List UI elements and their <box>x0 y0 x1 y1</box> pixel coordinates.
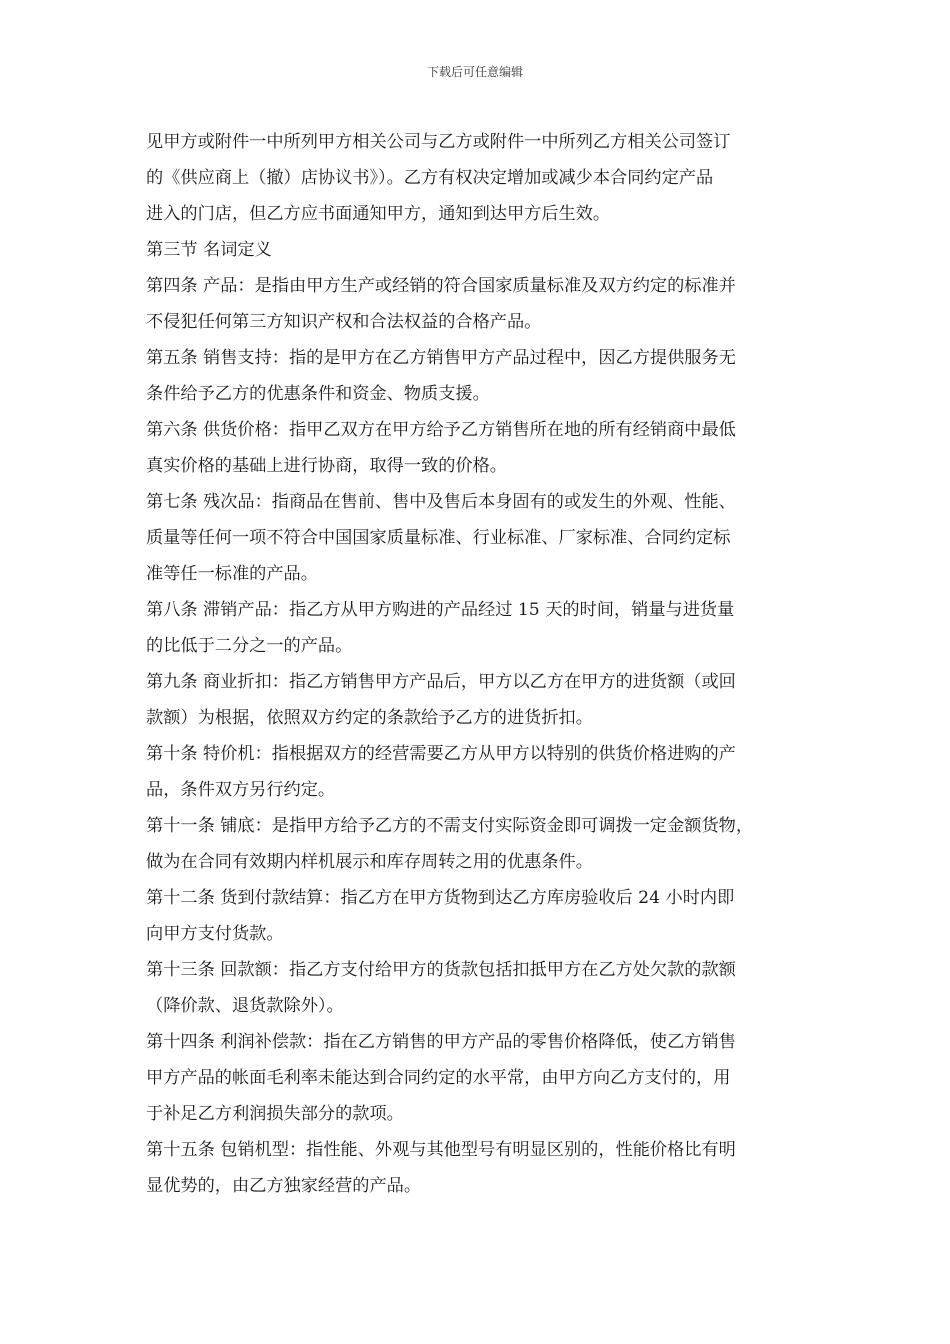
page-header: 下载后可任意编辑 <box>426 65 523 79</box>
text-line: 甲方产品的帐面毛利率未能达到合同约定的水平常，由甲方向乙方支付的，用 <box>146 1068 731 1088</box>
text-line: 见甲方或附件一中所列甲方相关公司与乙方或附件一中所列乙方相关公司签订 <box>146 132 731 152</box>
text-line: 条件给予乙方的优惠条件和资金、物质支援。 <box>146 384 490 404</box>
text-line: 的《供应商上（撤）店协议书》）。乙方有权决定增加或减少本合同约定产品 <box>146 168 714 188</box>
text-line: 真实价格的基础上进行协商，取得一致的价格。 <box>146 456 507 476</box>
article-8: 第八条 滞销产品：指乙方从甲方购进的产品经过 15 天的时间，销量与进货量 <box>146 600 735 620</box>
text-line: 的比低于二分之一的产品。 <box>146 636 353 656</box>
article-15: 第十五条 包销机型：指性能、外观与其他型号有明显区别的，性能价格比有明 <box>146 1140 736 1160</box>
article-6: 第六条 供货价格：指甲乙双方在甲方给予乙方销售所在地的所有经销商中最低 <box>146 420 736 440</box>
text-line: （降价款、退货款除外）。 <box>146 996 344 1016</box>
text-line: 做为在合同有效期内样机展示和库存周转之用的优惠条件。 <box>146 852 593 872</box>
article-5: 第五条 销售支持：指的是甲方在乙方销售甲方产品过程中，因乙方提供服务无 <box>146 348 736 368</box>
text-line: 进入的门店，但乙方应书面通知甲方，通知到达甲方后生效。 <box>146 204 611 224</box>
text-line: 款额）为根据，依照双方约定的条款给予乙方的进货折扣。 <box>146 708 593 728</box>
article-12: 第十二条 货到付款结算：指乙方在甲方货物到达乙方库房验收后 24 小时内即 <box>146 888 735 908</box>
text-line: 于补足乙方利润损失部分的款项。 <box>146 1104 404 1124</box>
article-13: 第十三条 回款额：指乙方支付给甲方的货款包括扣抵甲方在乙方处欠款的款额 <box>146 960 736 980</box>
text-line: 品，条件双方另行约定。 <box>146 780 336 800</box>
article-11: 第十一条 铺底：是指甲方给予乙方的不需支付实际资金即可调拨一定金额货物， <box>146 816 754 836</box>
article-9: 第九条 商业折扣：指乙方销售甲方产品后，甲方以乙方在甲方的进货额（或回 <box>146 672 736 692</box>
section-heading: 第三节 名词定义 <box>146 240 272 260</box>
text-line: 向甲方支付货款。 <box>146 924 284 944</box>
text-line: 准等任一标准的产品。 <box>146 564 318 584</box>
article-7: 第七条 残次品：指商品在售前、售中及售后本身固有的或发生的外观、性能、 <box>146 492 736 512</box>
article-10: 第十条 特价机：指根据双方的经营需要乙方从甲方以特别的供货价格进购的产 <box>146 744 736 764</box>
body-text <box>146 124 814 1204</box>
text-line: 质量等任何一项不符合中国国家质量标准、行业标准、厂家标准、合同约定标 <box>146 528 731 548</box>
text-line: 不侵犯任何第三方知识产权和合法权益的合格产品。 <box>146 312 542 332</box>
article-4: 第四条 产品：是指由甲方生产或经销的符合国家质量标准及双方约定的标准并 <box>146 276 736 296</box>
text-line: 显优势的，由乙方独家经营的产品。 <box>146 1176 422 1196</box>
article-14: 第十四条 利润补偿款：指在乙方销售的甲方产品的零售价格降低，使乙方销售 <box>146 1032 736 1052</box>
